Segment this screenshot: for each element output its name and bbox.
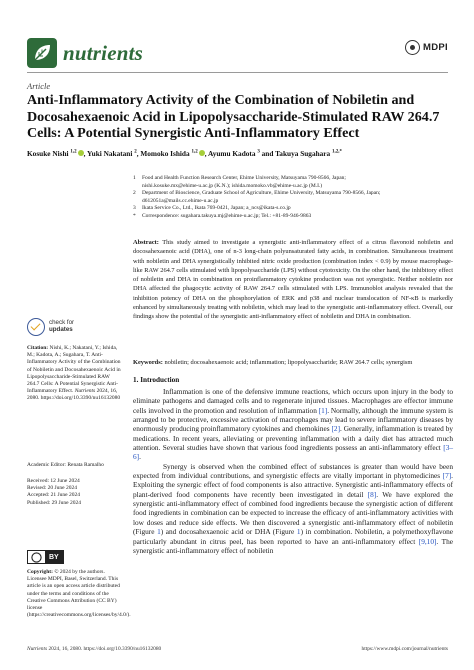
copyright-label: Copyright: — [27, 569, 53, 575]
body-text-run: Synergy is observed when the combined effect of substances is greater than would have been expected from individual contributions, and synergistic effects are vitally important in phytomedicines — [133, 461, 453, 481]
body-text-run: . Exploiting the synergic effect of food components is also attractive. Synergistic anti-inflammatory effects of plant-derived food components have recently been investigated in detail — [133, 471, 453, 499]
affiliation-list — [133, 175, 453, 221]
check-updates-icon — [27, 318, 45, 336]
journal-logo[interactable] — [27, 38, 143, 68]
footer-journal: Nutrients — [27, 646, 48, 652]
date-row — [27, 492, 121, 499]
publisher-logo[interactable] — [405, 40, 448, 55]
date-value: 29 June 2024 — [51, 499, 81, 506]
citation-doi-link[interactable]: https://doi.org/10.3390/nu16132080 — [40, 395, 121, 402]
reference-link[interactable]: [9,10] — [418, 536, 437, 546]
affiliation-line: Ikata Service Co., Ltd., Ikata 769-0421, Japan; a_ncs@ikata-s.co.jp — [142, 205, 291, 212]
paragraph-1 — [133, 387, 453, 462]
affiliation-number: 2 — [133, 190, 136, 197]
journal-name: nutrients — [63, 40, 144, 65]
article-type: Article — [27, 81, 51, 91]
footer-volume-doi: 2024, 16, 2080. https://doi.org/10.3390/nu16132080 — [48, 646, 162, 652]
author-name[interactable]: Takuya Sugahara — [275, 149, 333, 158]
date-value: 12 June 2024 — [50, 478, 80, 484]
copyright-text: © 2024 by the authors. Licensee MDPI, Basel, Switzerland. This article is an open access article distributed under the terms and conditions of the Creative Commons Attribution (CC BY) license (https://creativecommons.org/licenses/by/4.0/). — [27, 569, 131, 619]
date-label: Accepted: — [27, 492, 51, 499]
affiliation-line: Food and Health Function Research Center, Ehime University, Matsuyama 790-8566, Japan; — [142, 175, 346, 181]
keywords-label: Keywords: — [133, 359, 163, 366]
body-text-run: Inflammation is one of the defensive immune reactions, which occurs upon injury in the body to eliminate pathogens and damaged cells and to regenerate injured tissues. Macrophages are effector immune cells involved in the promotion and resolution of inflammation — [133, 387, 453, 415]
author-affiliation-marker: 1,2 — [191, 149, 198, 155]
affiliation-line: nishi.kosuke.mx@ehime-u.ac.jp (K.N.); ishida.momoko.vb@ehime-u.ac.jp (M.I.) — [142, 182, 323, 189]
journal-leaf-icon — [27, 38, 57, 68]
copyright-block — [27, 569, 131, 619]
check-for-updates-button[interactable] — [27, 318, 74, 336]
affiliation-line: d612051a@mails.cc.ehime-u.ac.jp — [142, 197, 219, 204]
affiliation-line: Correspondence: sugahara.takuya.mj@ehime-u.ac.jp; Tel.: +81-89-946-9863 — [142, 212, 312, 219]
affiliation-number: 3 — [133, 205, 136, 212]
author-separator: , — [136, 149, 141, 158]
body-text-run: . The synergistic anti-inflammatory effect of nobiletin — [133, 536, 453, 555]
affiliation-item — [133, 205, 453, 213]
editor-label: Academic Editor: — [27, 462, 66, 468]
publication-dates — [27, 478, 121, 507]
body-text-run: ) in combination. Nobiletin, a polymethoxyflavone particularly abundant in citrus peel, has been reported to have an anti-inflammatory effect — [133, 527, 453, 546]
body-text-run: . Generally, inflammation is treated by medications. In recent years, alleviating or preventing inflammation with a daily diet has attracted much attention. Several studies have shown that various food ingredients possess an anti-inflammatory effect — [133, 424, 453, 453]
author-affiliation-marker: 3 — [257, 149, 260, 155]
body-text-run: ) and docosahexaenoic acid or DHA (Figure — [160, 527, 297, 537]
citation-journal: Nutrients — [74, 388, 96, 395]
article-title: Anti-Inflammatory Activity of the Combination of Nobiletin and Docosahexaenoic Acid in Lipopolysaccharide-Stimulated RAW 264.7 Cells: A Potential Synergistic Anti-Inflammatory Effect — [27, 92, 440, 142]
author-separator: and — [259, 149, 276, 158]
author-list — [27, 149, 457, 158]
paragraph-2 — [133, 462, 453, 555]
footer-citation — [27, 646, 161, 652]
introduction-body — [133, 387, 453, 555]
affiliation-line: Department of Bioscience, Graduate School of Agriculture, Ehime University, Matsuyama 790-8566, Japan; — [142, 190, 381, 197]
citation-volume: 2024, 16, 2080. — [27, 388, 118, 402]
author-separator: , — [204, 149, 208, 158]
keywords-text: nobiletin; docosahexaenoic acid; inflammation; lipopolysaccharide; RAW 264.7 cells; synergism — [164, 359, 413, 366]
body-text-run: . Normally, although the immune system is arranged to be protective, excessive activation of macrophages may lead to severe inflammatory diseases by enormously producing proinflammatory cytokines and chemokines — [133, 405, 453, 434]
reference-link[interactable]: [8] — [367, 489, 377, 499]
abstract-label: Abstract: — [133, 239, 159, 246]
check-updates-line1: check for — [49, 319, 75, 327]
editor-name: Renata Ramalho — [67, 462, 104, 468]
cc-by-label: BY — [45, 551, 63, 563]
citation-text: Nishi, K.; Nakatani, Y.; Ishida, M.; Kadota, A.; Sugahara, T. Anti-Inflammatory Activity of the Combination of Nobiletin and Docosahexaenoic Acid in Lipopolysaccharide-Stimulated RAW 264.7 Cells: A Potential Synergistic Anti-Inflammatory Effect. — [27, 345, 121, 395]
date-label: Received: — [27, 478, 51, 484]
author-affiliation-marker: 1,2 — [70, 149, 77, 155]
abstract — [133, 238, 453, 322]
author-affiliation-marker: 2 — [134, 149, 137, 155]
date-value: 21 June 2024 — [50, 492, 81, 499]
date-row — [27, 485, 121, 492]
author-name[interactable]: Yuki Nakatani — [87, 149, 135, 158]
footer-journal-url[interactable]: https://www.mdpi.com/journal/nutrients — [361, 646, 448, 652]
reference-link[interactable]: 1 — [296, 527, 301, 537]
section-heading: 1. Introduction — [133, 376, 180, 384]
reference-link[interactable]: [3–6] — [133, 443, 453, 462]
cc-license-badge[interactable] — [27, 550, 64, 564]
date-label: Revised: — [27, 485, 48, 492]
author-name[interactable]: Kosuke Nishi — [27, 149, 71, 158]
reference-link[interactable]: [2] — [331, 424, 341, 434]
date-value: 20 June 2024 — [47, 485, 77, 492]
body-text-run: . — [139, 452, 141, 462]
author-name[interactable]: Momoko Ishida — [140, 149, 192, 158]
date-row — [27, 500, 121, 507]
affiliation-number: 1 — [133, 175, 136, 181]
citation-label: Citation: — [27, 345, 49, 351]
affiliation-item — [133, 175, 453, 190]
reference-link[interactable]: 1 — [157, 527, 161, 537]
reference-link[interactable]: [7] — [442, 471, 452, 481]
reference-link[interactable]: [1] — [318, 405, 328, 415]
author-affiliation-marker: 1,2,* — [332, 149, 343, 155]
affiliation-item — [133, 190, 453, 205]
body-text-run: . We have explored the synergistic anti-inflammatory effect of combined food ingredients because the synergistic action of different food ingredients in combination can be expected to increase the efficacy of anti-inflammatory activities with low doses and reduce side effects. We then discovered a synergistic anti-inflammatory effect of nobiletin (Figure — [133, 489, 453, 537]
abstract-text: This study aimed to investigate a synergistic anti-inflammatory effect of a citrus flavonoid nobiletin and docosahexaenoic acid (DHA), one of n-3 long-chain polyunsaturated fatty acids, in combination. Simultaneous treatment with nobiletin and DHA synergistically inhibited nitric oxide production (combination index < 0.9) by mouse macrophage-like RAW 264.7 cells stimulated with lipopolysaccharide (LPS) without cytotoxicity. On the other hand, the inhibitory effect of nobiletin and DHA in combination on proinflammatory cytokine production was not synergistic. Neither nobiletin nor DHA affected the phagocytic activity of RAW 264.7 cells stimulated with LPS. Immunoblot analysis revealed that the inhibition potency of DHA on the phosphorylation of ERK and p38 and nuclear translocation of NF-κB is markedly enhanced by simultaneously treating with nobiletin, which may lead to the synergistic anti-inflammatory effect. Overall, our findings show the potential of the synergistic anti-inflammatory effect of nobiletin and DHA in combination. — [133, 239, 453, 321]
date-row — [27, 478, 121, 485]
affiliation-number: * — [133, 212, 136, 219]
author-separator: , — [83, 149, 88, 158]
academic-editor — [27, 462, 121, 469]
affiliation-item — [133, 213, 453, 221]
keywords — [133, 358, 453, 367]
date-label: Published: — [27, 499, 52, 506]
check-updates-line2: updates — [49, 326, 73, 333]
header-divider — [27, 72, 448, 73]
author-name[interactable]: Ayumu Kadota — [207, 149, 258, 158]
publisher-name: MDPI — [423, 42, 448, 53]
citation-block — [27, 345, 121, 403]
mdpi-logo-icon — [405, 40, 420, 55]
cc-icon — [28, 551, 45, 563]
